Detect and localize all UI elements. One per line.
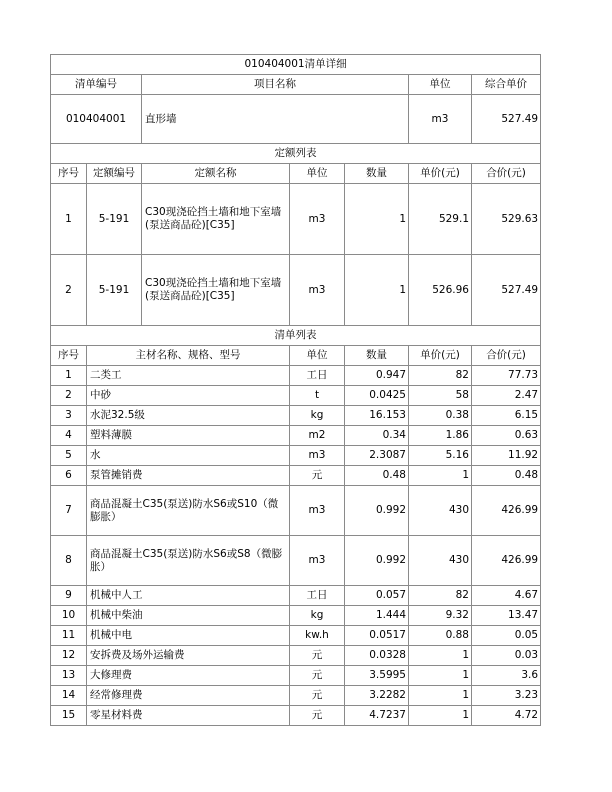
material-price: 0.88	[409, 626, 472, 646]
material-unit: t	[290, 386, 345, 406]
material-qty: 3.5995	[345, 666, 409, 686]
material-row	[51, 426, 541, 446]
material-seq: 13	[51, 666, 87, 686]
material-total: 426.99	[472, 486, 541, 536]
quota-total-header: 合价(元)	[472, 164, 541, 184]
quota-row	[51, 255, 541, 326]
material-qty: 3.2282	[345, 686, 409, 706]
quota-code-header: 定额编号	[87, 164, 142, 184]
material-price: 1	[409, 706, 472, 726]
item-code: 010404001	[51, 95, 142, 144]
material-seq: 12	[51, 646, 87, 666]
material-section-title: 清单列表	[51, 326, 541, 346]
material-total: 0.48	[472, 466, 541, 486]
material-qty: 0.0425	[345, 386, 409, 406]
material-seq: 4	[51, 426, 87, 446]
material-name: 塑料薄膜	[87, 426, 290, 446]
sheet-title: 010404001清单详细	[51, 55, 541, 75]
material-seq: 11	[51, 626, 87, 646]
quota-qty: 1	[345, 255, 409, 326]
material-unit: m3	[290, 446, 345, 466]
quota-qty: 1	[345, 184, 409, 255]
quota-code: 5-191	[87, 255, 142, 326]
material-row	[51, 586, 541, 606]
title-row	[51, 55, 541, 75]
material-seq: 15	[51, 706, 87, 726]
quota-qty-header: 数量	[345, 164, 409, 184]
bill-detail-sheet	[50, 54, 540, 726]
material-qty: 4.7237	[345, 706, 409, 726]
material-qty-header: 数量	[345, 346, 409, 366]
material-section-row	[51, 326, 541, 346]
material-name: 机械中电	[87, 626, 290, 646]
material-qty: 0.992	[345, 536, 409, 586]
table-body	[51, 55, 541, 726]
material-price: 5.16	[409, 446, 472, 466]
material-price: 1	[409, 666, 472, 686]
material-unit: 元	[290, 706, 345, 726]
quota-unit-header: 单位	[290, 164, 345, 184]
material-seq: 3	[51, 406, 87, 426]
material-name: 经常修理费	[87, 686, 290, 706]
material-unit: kw.h	[290, 626, 345, 646]
material-name: 水	[87, 446, 290, 466]
material-row	[51, 606, 541, 626]
material-name: 大修理费	[87, 666, 290, 686]
material-price: 1	[409, 646, 472, 666]
material-qty: 0.947	[345, 366, 409, 386]
quota-section-title: 定额列表	[51, 144, 541, 164]
item-code-header: 清单编号	[51, 75, 142, 95]
item-unit-price-header: 综合单价	[472, 75, 541, 95]
material-seq: 7	[51, 486, 87, 536]
material-unit: 元	[290, 646, 345, 666]
material-qty: 16.153	[345, 406, 409, 426]
quota-total: 527.49	[472, 255, 541, 326]
quota-name: C30现浇砼挡土墙和地下室墙(泵送商品砼)[C35]	[142, 184, 290, 255]
material-total: 0.05	[472, 626, 541, 646]
material-total: 0.63	[472, 426, 541, 446]
item-name-header: 项目名称	[142, 75, 409, 95]
material-qty: 0.34	[345, 426, 409, 446]
material-header-row	[51, 346, 541, 366]
material-row	[51, 686, 541, 706]
material-name: 零星材料费	[87, 706, 290, 726]
material-row	[51, 646, 541, 666]
material-row	[51, 486, 541, 536]
material-price: 9.32	[409, 606, 472, 626]
material-total: 4.67	[472, 586, 541, 606]
material-price: 1.86	[409, 426, 472, 446]
material-unit: 工日	[290, 366, 345, 386]
material-unit: kg	[290, 606, 345, 626]
item-name: 直形墙	[142, 95, 409, 144]
quota-unit: m3	[290, 255, 345, 326]
bill-detail-table	[50, 54, 541, 726]
quota-code: 5-191	[87, 184, 142, 255]
material-price: 82	[409, 366, 472, 386]
material-total: 11.92	[472, 446, 541, 466]
material-qty: 0.0517	[345, 626, 409, 646]
material-seq: 1	[51, 366, 87, 386]
material-qty: 0.992	[345, 486, 409, 536]
item-unit: m3	[409, 95, 472, 144]
material-total: 6.15	[472, 406, 541, 426]
material-price: 1	[409, 686, 472, 706]
material-row	[51, 446, 541, 466]
material-seq: 8	[51, 536, 87, 586]
material-row	[51, 536, 541, 586]
quota-seq: 1	[51, 184, 87, 255]
material-price: 1	[409, 466, 472, 486]
material-name: 商品混凝土C35(泵送)防水S6或S10（微膨胀）	[87, 486, 290, 536]
material-total-header: 合价(元)	[472, 346, 541, 366]
quota-price: 526.96	[409, 255, 472, 326]
quota-section-row	[51, 144, 541, 164]
material-name: 安拆费及场外运输费	[87, 646, 290, 666]
material-seq: 10	[51, 606, 87, 626]
material-total: 13.47	[472, 606, 541, 626]
item-unit-header: 单位	[409, 75, 472, 95]
material-qty: 0.057	[345, 586, 409, 606]
material-seq: 5	[51, 446, 87, 466]
quota-seq: 2	[51, 255, 87, 326]
material-name: 泵管摊销费	[87, 466, 290, 486]
material-name: 机械中人工	[87, 586, 290, 606]
quota-header-row	[51, 164, 541, 184]
material-name: 商品混凝土C35(泵送)防水S6或S8（微膨胀）	[87, 536, 290, 586]
material-qty: 2.3087	[345, 446, 409, 466]
material-row	[51, 386, 541, 406]
quota-name-header: 定额名称	[142, 164, 290, 184]
material-seq: 6	[51, 466, 87, 486]
material-unit: kg	[290, 406, 345, 426]
material-name: 中砂	[87, 386, 290, 406]
quota-seq-header: 序号	[51, 164, 87, 184]
material-name: 二类工	[87, 366, 290, 386]
item-unit-price: 527.49	[472, 95, 541, 144]
quota-name: C30现浇砼挡土墙和地下室墙(泵送商品砼)[C35]	[142, 255, 290, 326]
quota-price-header: 单价(元)	[409, 164, 472, 184]
item-row	[51, 95, 541, 144]
material-unit: 元	[290, 666, 345, 686]
material-row	[51, 466, 541, 486]
material-seq-header: 序号	[51, 346, 87, 366]
material-qty: 1.444	[345, 606, 409, 626]
material-unit: 元	[290, 686, 345, 706]
quota-price: 529.1	[409, 184, 472, 255]
material-name-header: 主材名称、规格、型号	[87, 346, 290, 366]
material-row	[51, 666, 541, 686]
material-name: 机械中柴油	[87, 606, 290, 626]
material-unit: 元	[290, 466, 345, 486]
material-unit: 工日	[290, 586, 345, 606]
material-unit: m3	[290, 536, 345, 586]
quota-row	[51, 184, 541, 255]
material-price: 82	[409, 586, 472, 606]
material-total: 2.47	[472, 386, 541, 406]
material-row	[51, 406, 541, 426]
material-row	[51, 366, 541, 386]
material-seq: 9	[51, 586, 87, 606]
material-price: 430	[409, 536, 472, 586]
material-unit: m2	[290, 426, 345, 446]
material-qty: 0.0328	[345, 646, 409, 666]
material-name: 水泥32.5级	[87, 406, 290, 426]
material-total: 4.72	[472, 706, 541, 726]
material-qty: 0.48	[345, 466, 409, 486]
material-price: 0.38	[409, 406, 472, 426]
material-total: 3.23	[472, 686, 541, 706]
material-seq: 2	[51, 386, 87, 406]
material-total: 77.73	[472, 366, 541, 386]
quota-unit: m3	[290, 184, 345, 255]
material-price: 430	[409, 486, 472, 536]
material-price-header: 单价(元)	[409, 346, 472, 366]
material-total: 426.99	[472, 536, 541, 586]
material-row	[51, 626, 541, 646]
material-total: 0.03	[472, 646, 541, 666]
material-row	[51, 706, 541, 726]
material-price: 58	[409, 386, 472, 406]
item-header-row	[51, 75, 541, 95]
material-total: 3.6	[472, 666, 541, 686]
material-unit: m3	[290, 486, 345, 536]
material-seq: 14	[51, 686, 87, 706]
quota-total: 529.63	[472, 184, 541, 255]
material-unit-header: 单位	[290, 346, 345, 366]
